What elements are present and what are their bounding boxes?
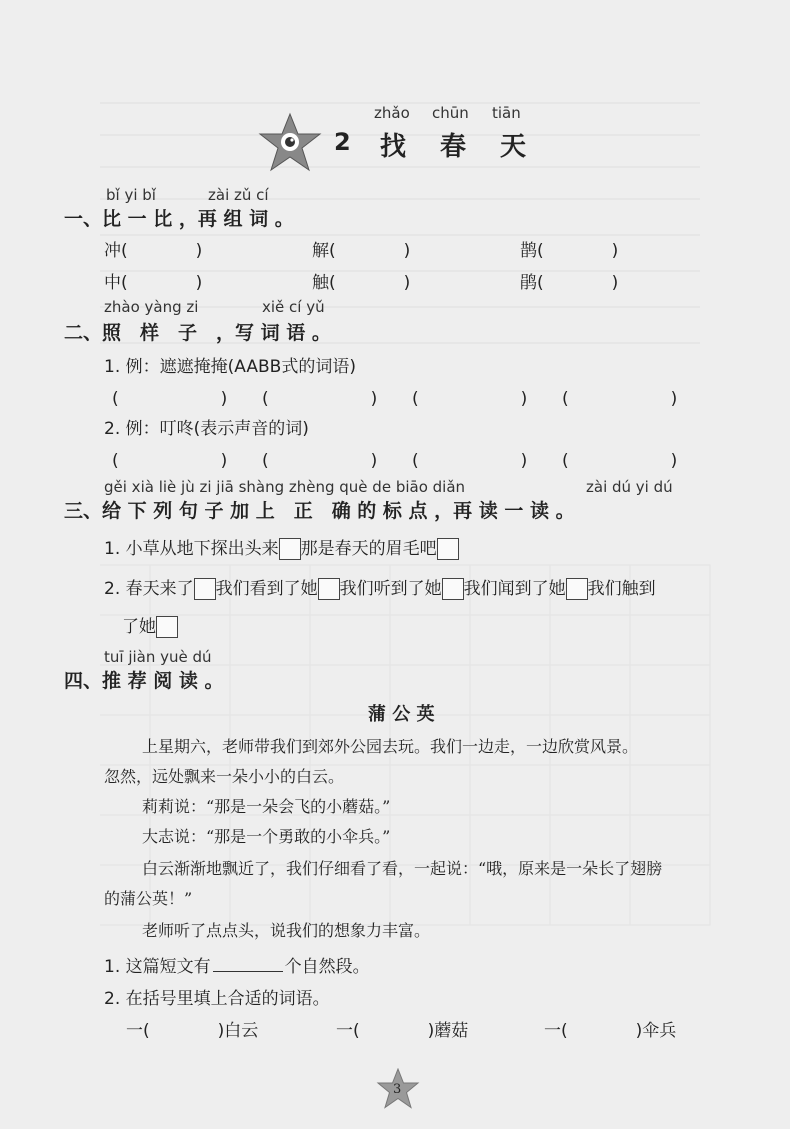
question-1 (104, 952, 370, 977)
section2-q1: 1. 例：遮遮掩掩(AABB式的词语) (104, 357, 356, 377)
section1-item[interactable]: 鹃( ) (520, 273, 619, 293)
sentence-text: 那是春天的眉毛吧 (300, 539, 437, 559)
punctuation-box[interactable] (156, 616, 178, 638)
section3-pinyin-b: zài dú yi dú (586, 478, 673, 496)
answer-paren[interactable]: ( ) (112, 389, 228, 409)
title-number: 2 (334, 128, 351, 156)
section3-heading: 三、给 下 列 句 子 加 上 正 确 的 标 点 ，再 读 一 读 。 (64, 500, 575, 522)
answer-paren[interactable]: ( ) (262, 451, 378, 471)
section2-q2: 2. 例：叮咚(表示声音的词) (104, 419, 309, 439)
section1-item[interactable]: 解( ) (312, 241, 411, 261)
sentence-text: 1. 小草从地下探出头来 (104, 539, 279, 559)
punctuation-box[interactable] (279, 538, 301, 560)
punctuation-box[interactable] (194, 578, 216, 600)
title-char-1: 找 (380, 132, 407, 162)
question-text: 个自然段。 (284, 957, 370, 977)
sentence-1 (104, 534, 459, 560)
section1-item[interactable]: 中( ) (104, 273, 203, 293)
fill-item[interactable]: 一( )伞兵 (544, 1021, 677, 1041)
star-eye-icon (258, 112, 322, 178)
punctuation-box[interactable] (442, 578, 464, 600)
sentence-text: 2. 春天来了 (104, 579, 194, 599)
fill-item[interactable]: 一( )蘑菇 (336, 1021, 469, 1041)
punctuation-box[interactable] (318, 578, 340, 600)
section1-heading: 一、比 一 比 ，再 组 词 。 (64, 208, 294, 230)
passage-paragraph: 白云渐渐地飘近了，我们仔细看了看，一起说：“哦，原来是一朵长了翅膀 (142, 859, 663, 878)
passage-paragraph: 莉莉说：“那是一朵会飞的小蘑菇。” (142, 797, 391, 816)
question-text: 1. 这篇短文有 (104, 957, 211, 977)
passage-paragraph: 忽然，远处飘来一朵小小的白云。 (104, 767, 345, 786)
section4-pinyin: tuī jiàn yuè dú (104, 648, 212, 666)
sentence-2 (104, 574, 656, 600)
sentence-2-cont (122, 612, 178, 638)
sentence-text: 了她 (122, 617, 156, 637)
section3-pinyin-a: gěi xià liè jù zi jiā shàng zhèng què de biāo diǎn (104, 478, 466, 496)
punctuation-box[interactable] (566, 578, 588, 600)
passage-paragraph: 上星期六，老师带我们到郊外公园去玩。我们一边走，一边欣赏风景。 (142, 737, 639, 756)
title-char-3: 天 (500, 132, 527, 162)
passage-paragraph: 的蒲公英！” (104, 889, 193, 908)
section1-pinyin-a: bǐ yi bǐ (106, 186, 156, 204)
answer-blank[interactable] (213, 955, 283, 972)
question-2: 2. 在括号里填上合适的词语。 (104, 989, 330, 1009)
section1-item[interactable]: 鹊( ) (520, 241, 619, 261)
page-number: 3 (393, 1082, 402, 1097)
title-pinyin-3: tiān (492, 104, 521, 122)
punctuation-box[interactable] (437, 538, 459, 560)
section1-pinyin-b: zài zǔ cí (208, 186, 269, 204)
fill-item[interactable]: 一( )白云 (126, 1021, 259, 1041)
sentence-text: 我们触到 (587, 579, 656, 599)
sentence-text: 我们看到了她 (215, 579, 318, 599)
answer-paren[interactable]: ( ) (412, 451, 528, 471)
section2-heading: 二、照 样 子 ，写 词 语 。 (64, 322, 331, 344)
passage-paragraph: 老师听了点点头，说我们的想象力丰富。 (142, 921, 431, 940)
sentence-text: 我们闻到了她 (463, 579, 566, 599)
title-char-2: 春 (440, 132, 467, 162)
answer-paren[interactable]: ( ) (412, 389, 528, 409)
answer-paren[interactable]: ( ) (112, 451, 228, 471)
answer-paren[interactable]: ( ) (562, 389, 678, 409)
section1-item[interactable]: 冲( ) (104, 241, 203, 261)
answer-paren[interactable]: ( ) (262, 389, 378, 409)
section1-item[interactable]: 触( ) (312, 273, 411, 293)
title-pinyin-1: zhǎo (374, 104, 410, 122)
section2-pinyin-b: xiě cí yǔ (262, 298, 325, 316)
title-pinyin-2: chūn (432, 104, 469, 122)
section4-heading: 四、推 荐 阅 读 。 (64, 670, 224, 692)
answer-paren[interactable]: ( ) (562, 451, 678, 471)
section2-pinyin-a: zhào yàng zi (104, 298, 199, 316)
sentence-text: 我们听到了她 (339, 579, 442, 599)
passage-title: 蒲 公 英 (368, 704, 435, 725)
passage-paragraph: 大志说：“那是一个勇敢的小伞兵。” (142, 827, 391, 846)
